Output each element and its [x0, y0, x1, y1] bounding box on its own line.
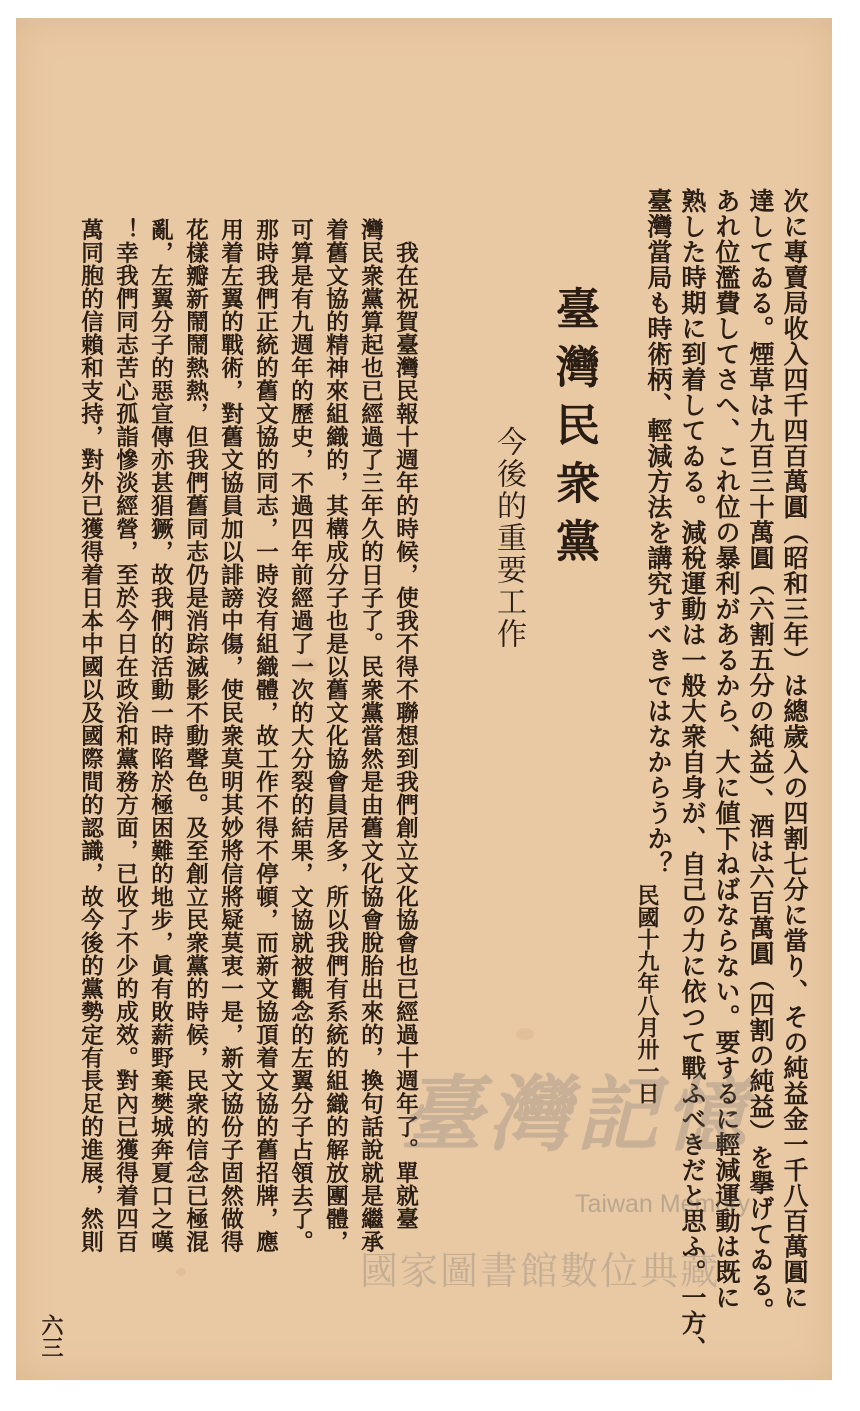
date-line: 民國十九年八月卅一日 [634, 884, 660, 1104]
chinese-text-column: 那時我們正統的舊文協的同志，一時沒有組織體，故工作不得不停頓，而新文協頂着文協的舊招牌，應 [252, 218, 279, 1253]
article-subtitle: 今後的重要工作 [491, 426, 526, 650]
japanese-text-column: 達してゐる。煙草は九百三十萬圓（六割五分の純益）、酒は六百萬圓（四割の純益）を擧げてゐる。 [746, 188, 775, 1323]
document-page [16, 18, 832, 1380]
chinese-text-column: 可算是有九週年的歷史，不過四年前經過了一次的大分裂的結果，文協就被觀念的左翼分子占領去了。 [287, 218, 314, 1253]
chinese-text-column: 亂，左翼分子的惡宣傳亦甚猖獗，故我們的活動一時陷於極困難的地步，眞有敗薪野棄樊城奔夏口之嘆 [147, 218, 174, 1253]
chinese-text-column: 用着左翼的戰術，對舊文協員加以誹謗中傷，使民衆莫明其妙將信將疑莫衷一是，新文協份子固然做得 [217, 218, 244, 1253]
chinese-text-column: ！幸我們同志苦心孤詣慘淡經營，至於今日在政治和黨務方面，已收了不少的成效。對內已獲得着四百 [112, 218, 139, 1253]
paper-stain [176, 1268, 186, 1276]
chinese-text-column: 着舊文協的精神來組織的，其構成分子也是以舊文化協會員居多，所以我們有系統的組織的解放團體， [322, 218, 349, 1253]
watermark-logo-text: 臺灣記憶 [400, 1067, 752, 1163]
japanese-text-column: 次に專賣局收入四千四百萬圓（昭和三年）は總歲入の四割七分に當り、その純益金一千八百萬圓に [780, 188, 809, 1310]
chinese-text-column: 花樣瓣新鬧鬧熱熱，但我們舊同志仍是消踪滅影不動聲色。及至創立民衆黨的時候，民衆的信念已極混 [182, 218, 209, 1253]
page-number: 六三 [38, 1314, 64, 1358]
chinese-text-column: 灣民衆黨算起也已經過了三年久的日子了。民衆黨當然是由舊文化協會脫胎出來的，換句話說就是繼承 [357, 218, 384, 1253]
article-title: 臺灣民衆黨 [548, 286, 599, 576]
japanese-text-column: 熟した時期に到着してゐる。減稅運動は一般大衆自身が、自己の力に依つて戰ふべきだと思ふ。一方、 [678, 188, 707, 1361]
watermark-library: 國家圖書館數位典藏 [360, 1249, 721, 1293]
japanese-text-column: あれ位濫費してさへ、これ位の暴利があるから、大に値下ねばならない。要するに輕減運動は既に [712, 188, 741, 1310]
chinese-text-column: 萬同胞的信賴和支持，對外已獲得着日本中國以及國際間的認識，故今後的黨勢定有長足的進展，然則 [77, 218, 104, 1253]
japanese-text-column: 臺灣當局も時術柄、輕減方法を講究すべきではなからうか？ [644, 188, 673, 877]
paper-stain [516, 1028, 534, 1040]
watermark-english: Taiwan Memory [575, 1190, 751, 1218]
chinese-text-column: 我在祝賀臺灣民報十週年的時候，使我不得不聯想到我們創立文化協會也已經過十週年了。單就臺 [392, 218, 419, 1230]
